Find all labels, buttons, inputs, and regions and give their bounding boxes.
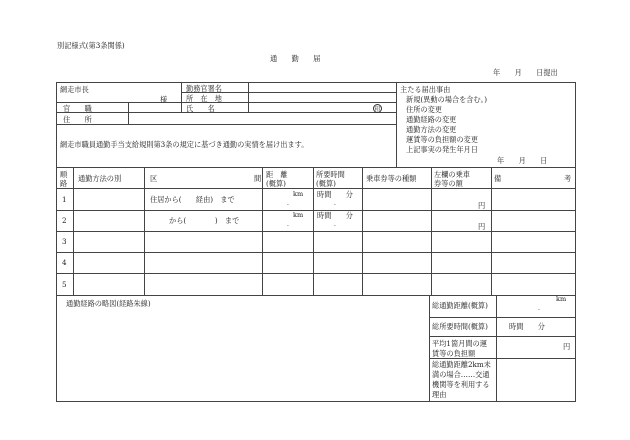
total-distance-label: 総通勤距離(概算) [432,301,488,310]
row-km-unit: km [293,190,304,198]
reason-date: 年 月 日 [497,156,548,165]
label-position: 官 職 [63,104,92,113]
row-number: 4 [62,258,67,267]
row-time: 時間 分 [317,211,353,220]
header-section-left: 区 [150,174,158,183]
label-address: 住 所 [63,115,92,124]
reason-item: 通勤方法の変更 [406,125,457,134]
label-name: 氏 名 [186,104,215,113]
header-method: 通勤方法の別 [78,174,122,183]
row-number: 1 [62,195,67,204]
submission-date: 年 月 日提出 [493,68,558,77]
header-order: 順路 [60,170,68,188]
header-ticket-amount: 左欄の乗車 券等の額 [434,170,470,188]
fill-mark: . [287,200,289,207]
reason-item: 通勤経路の変更 [406,115,457,124]
fill-mark: . [334,221,336,228]
header-section-right: 間 [254,174,262,183]
row-time: 時間 分 [317,190,353,199]
label-location: 所 在 地 [186,94,222,103]
total-time-label: 総所要時間(概算) [432,322,488,331]
reason-item: 運賃等の負担額の変更 [406,135,478,144]
reasons-title: 主たる届出事由 [400,85,451,94]
reason-item: 上記事実の発生年月日 [406,145,478,154]
declaration-text: 網走市職員通勤手当支給規則第3条の規定に基づき通勤の実情を届け出ます。 [60,140,309,149]
seal-mark: 印 [374,106,381,113]
row-section: 住居から( 経由) まで [150,195,235,204]
fill-mark: . [287,221,289,228]
reason-item: 住所の変更 [406,105,442,114]
row-yen-unit: 円 [478,201,486,210]
map-label: 通勤経路の略図(経路朱線) [66,299,151,308]
row-section: から( ) まで [169,216,240,225]
total-distance-unit: km [556,295,567,303]
addressee: 網走市長 [60,85,89,94]
form-frame [56,82,576,402]
form-note: 別記様式(第3条関係) [57,41,125,50]
row-number: 5 [62,280,67,289]
header-remarks-left: 備 [494,174,502,183]
addressee-sama: 様 [160,95,168,104]
fill-mark: . [334,200,336,207]
header-time: 所要時間 (概算) [316,170,345,188]
form-title: 通 勤 届 [270,54,321,63]
monthly-cost-unit: 円 [563,342,571,351]
total-time-value: 時間 分 [509,322,545,331]
header-distance: 距 離 (概算) [266,170,288,188]
row-yen-unit: 円 [478,222,486,231]
label-office: 勤務官署名 [186,84,222,93]
monthly-cost-label: 平均1箇月間の運賃等の負担額 [432,339,487,358]
row-number: 3 [62,237,67,246]
header-ticket-type: 乗車券等の種類 [366,174,417,183]
row-km-unit: km [293,211,304,219]
reason-item: 新規(異動の場合を含む。) [406,95,488,104]
header-remarks-right: 考 [564,174,572,183]
short-distance-reason-label: 総通勤距離2km未満の場合……交通機関等を利用する理由 [432,360,491,399]
fill-mark: . [538,305,540,312]
row-number: 2 [62,216,67,225]
